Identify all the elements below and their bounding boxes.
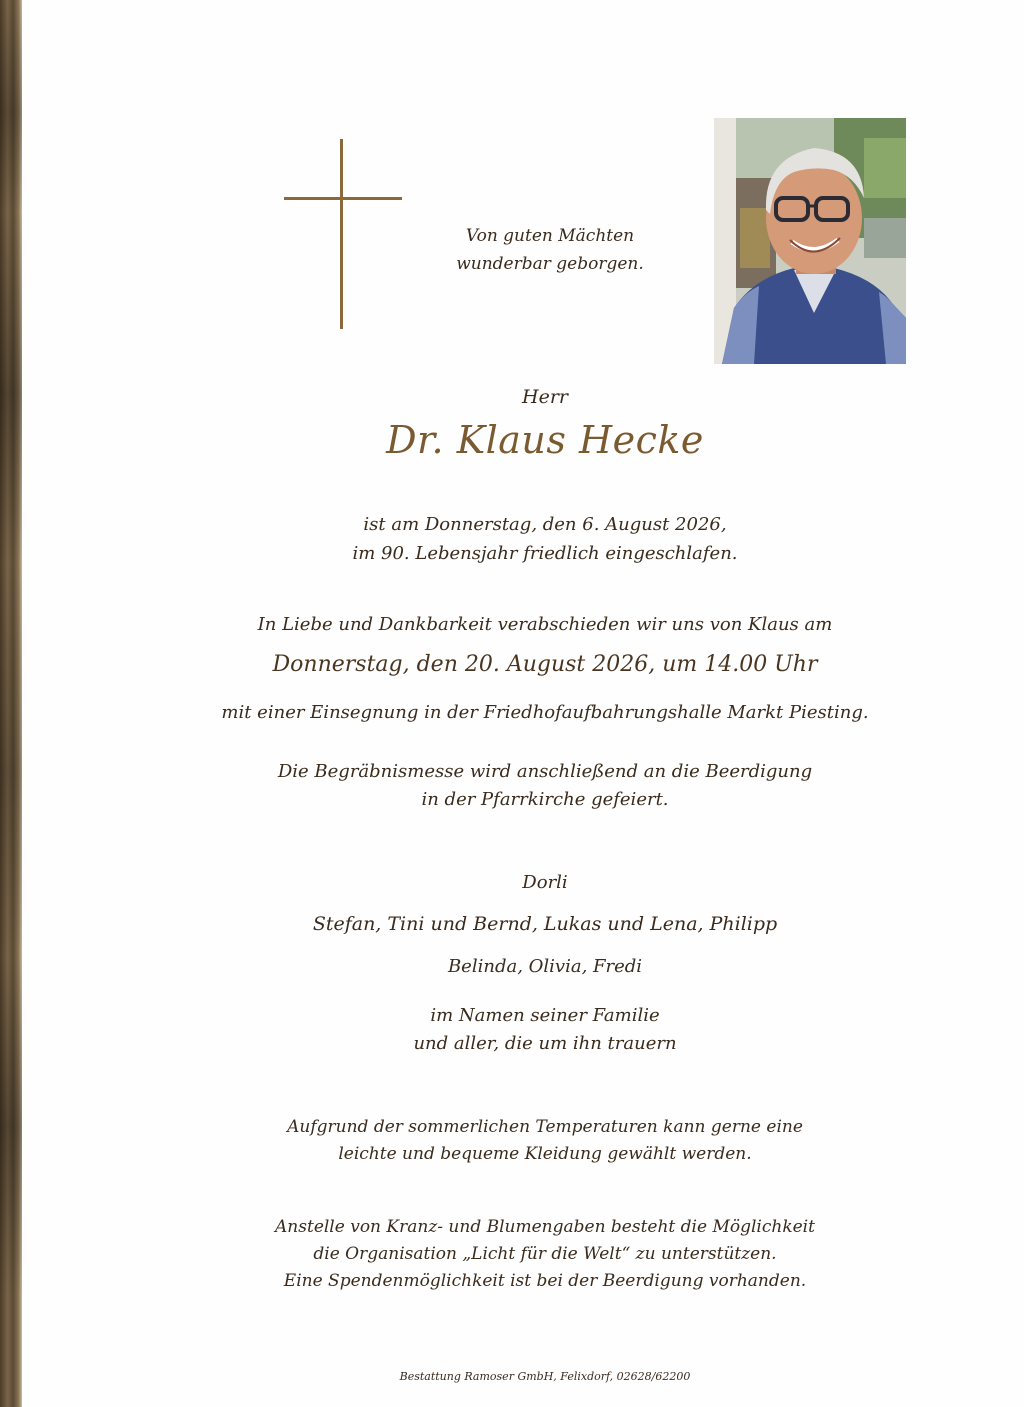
clothing-note-line: Aufgrund der sommerlichen Temperaturen kann gerne eine — [287, 1117, 803, 1137]
salutation: Herr — [522, 386, 568, 408]
deceased-name: Dr. Klaus Hecke — [386, 418, 704, 462]
motto-line: Von guten Mächten — [465, 226, 635, 246]
motto-line: wunderbar geborgen. — [456, 254, 644, 274]
portrait-photo — [714, 118, 906, 364]
family-closing — [200, 1002, 890, 1058]
mass-line: Die Begräbnismesse wird anschließend an die Beerdigung — [277, 761, 813, 782]
donation-note-line: die Organisation „Licht für die Welt“ zu unterstützen. — [313, 1244, 777, 1264]
family-closing-line: im Namen seiner Familie — [430, 1005, 660, 1026]
funeral-date: Donnerstag, den 20. August 2026, um 14.00 Uhr — [272, 652, 818, 677]
cross-icon — [284, 139, 402, 329]
death-notice-line: ist am Donnerstag, den 6. August 2026, — [363, 514, 727, 535]
clothing-note-line: leichte und bequeme Kleidung gewählt werden. — [338, 1144, 752, 1164]
mass-notice — [200, 758, 890, 814]
farewell-text: In Liebe und Dankbarkeit verabschieden wir uns von Klaus am — [257, 614, 833, 635]
family-children: Stefan, Tini und Bernd, Lukas und Lena, Philipp — [312, 913, 778, 935]
motto — [440, 222, 660, 278]
undertaker-footer: Bestattung Ramoser GmbH, Felixdorf, 02628/62200 — [399, 1370, 691, 1383]
death-notice-line: im 90. Lebensjahr friedlich eingeschlafen. — [352, 543, 738, 564]
family-closing-line: und aller, die um ihn trauern — [413, 1033, 677, 1054]
blessing-text: mit einer Einsegnung in der Friedhofaufbahrungshalle Markt Piesting. — [221, 702, 869, 723]
death-notice — [200, 510, 890, 568]
donation-note-line: Eine Spendenmöglichkeit ist bei der Beerdigung vorhanden. — [283, 1271, 807, 1291]
family-spouse: Dorli — [522, 872, 568, 893]
marble-border-strip — [0, 0, 22, 1407]
mass-line: in der Pfarrkirche gefeiert. — [421, 789, 669, 810]
donation-note-line: Anstelle von Kranz- und Blumengaben besteht die Möglichkeit — [275, 1217, 815, 1237]
clothing-note — [200, 1114, 890, 1168]
family-grandchildren: Belinda, Olivia, Fredi — [447, 956, 643, 977]
donation-note — [200, 1214, 890, 1295]
